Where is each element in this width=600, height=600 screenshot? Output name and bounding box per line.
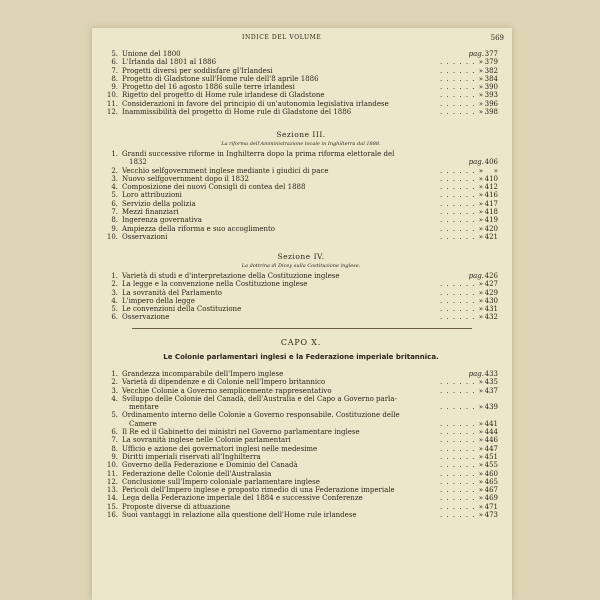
pag-abbrev: pag.	[468, 158, 484, 167]
leader-dots: . . . . . . »	[440, 91, 484, 100]
entry-page: 441	[484, 419, 498, 428]
leader-dots: . . . . . . »	[440, 224, 484, 233]
leader-dots: . . . . . . »	[440, 183, 484, 192]
entry-number: 14.	[106, 494, 118, 503]
toc-entry	[104, 67, 498, 75]
toc-entry	[104, 395, 498, 403]
entry-text: Ingerenza governativa	[122, 216, 202, 225]
entry-page: 427	[484, 280, 498, 289]
entry-number: 11.	[106, 99, 118, 108]
entry-page: 451	[484, 452, 498, 461]
toc-group-2	[104, 150, 498, 241]
entry-text: Camere	[129, 419, 157, 428]
entry-number: 10.	[106, 232, 118, 241]
toc-group-4	[104, 370, 498, 519]
entry-number: 6.	[111, 199, 118, 208]
entry-text: Progetto del 16 agosto 1886 sulle terre irlandesi	[122, 83, 295, 92]
entry-text: Pericoli dell'Impero inglese e proposto rimedio di una Federazione imperiale	[122, 486, 395, 495]
entry-number: 3.	[111, 174, 118, 183]
toc-entry	[104, 470, 498, 478]
entry-page: 418	[484, 208, 498, 217]
toc-entry	[104, 58, 498, 66]
section-subtitle: La dottrina di Dicey sulla Costituzione inglese.	[241, 263, 361, 269]
entry-text: Grandezza incomparabile dell'Impero inglese	[122, 370, 284, 378]
entry-page: 465	[484, 477, 498, 486]
toc-entry	[104, 511, 498, 519]
entry-page: 410	[484, 174, 498, 183]
entry-number: 2.	[111, 166, 118, 175]
entry-text: Grandi successive riforme in Inghilterra dopo la prima riforma elettorale del	[122, 150, 395, 158]
entry-page: 379	[484, 58, 498, 67]
leader-dots: . . . . . . »	[440, 199, 484, 208]
entry-text: Governo della Federazione e Dominio del Canadà	[122, 461, 298, 470]
entry-text: Federazione delle Colonie dell'Australasia	[122, 469, 272, 478]
entry-number: 1.	[111, 370, 118, 378]
entry-page: 433	[484, 370, 498, 378]
toc-entry	[104, 75, 498, 83]
entry-text: Lega della Federazione imperiale del 1884 e successive Conferenze	[122, 494, 363, 503]
entry-number: 8.	[111, 216, 118, 225]
entry-number: 12.	[106, 477, 118, 486]
leader-dots: . . . . . . »	[440, 444, 484, 453]
entry-number: 5.	[111, 191, 118, 200]
toc-entry	[104, 436, 498, 444]
entry-text: Il Re ed il Gabinetto dei ministri nel Governo parlamentare inglese	[122, 428, 360, 437]
entry-number: 5.	[111, 50, 118, 58]
leader-dots: . . . . . . »	[440, 83, 484, 92]
leader-dots: . . . . . . »	[440, 216, 484, 225]
entry-number: 5.	[111, 411, 118, 420]
leader-dots: . . . . . . »	[440, 296, 484, 305]
leader-dots: . . . . . . »	[440, 166, 484, 175]
entry-number: 12.	[106, 108, 118, 117]
toc-entry	[104, 313, 498, 321]
entry-text: La sovranità inglese nelle Colonie parlamentari	[122, 436, 291, 445]
entry-number: 9.	[111, 83, 118, 92]
entry-number: 10.	[106, 461, 118, 470]
leader-dots: . . . . . . »	[440, 452, 484, 461]
entry-page: 406	[484, 158, 498, 167]
entry-text: L'Irlanda dal 1801 al 1886	[122, 58, 217, 67]
entry-page: 416	[484, 191, 498, 200]
entry-number: 7.	[111, 66, 118, 75]
entry-text: La sovranità del Parlamento	[122, 288, 223, 297]
leader-dots: . . . . . . »	[440, 486, 484, 495]
toc-entry	[104, 100, 498, 108]
entry-page: 431	[484, 305, 498, 314]
toc-entry	[104, 445, 498, 453]
leader-dots: . . . . . . »	[440, 208, 484, 217]
entry-page: 396	[484, 99, 498, 108]
chapter-title: CAPO X.	[280, 338, 322, 347]
entry-text: Composizione dei nuovi Consigli di contea del 1888	[122, 183, 306, 192]
running-title: INDICE DEL VOLUME	[242, 34, 322, 41]
entry-page: 420	[484, 224, 498, 233]
section-4-heading	[104, 252, 498, 269]
toc-entry	[104, 175, 498, 183]
running-head	[92, 34, 512, 44]
leader-dots: . . . . . . »	[440, 403, 484, 412]
entry-page: 473	[484, 511, 498, 520]
entry-page: 430	[484, 296, 498, 305]
entry-text: Osservazione	[122, 313, 170, 322]
entry-number: 15.	[106, 502, 118, 511]
section-subtitle: La riforma dell'Amministrazione locale in Inghilterra dal 1888.	[221, 141, 381, 147]
leader-dots: . . . . . . »	[440, 108, 484, 117]
leader-dots: . . . . . . »	[440, 74, 484, 83]
toc-group-3	[104, 272, 498, 322]
toc-entry	[104, 378, 498, 386]
entry-text: Conclusione sull'Impero coloniale parlamentare inglese	[122, 477, 320, 486]
entry-text: Sviluppo delle Colonie del Canadà, dell'Australia e del Capo a Governo parla-	[122, 394, 397, 403]
entry-text: Loro attribuzioni	[122, 191, 182, 200]
toc-entry	[104, 387, 498, 395]
entry-text: Servizio della polizia	[122, 199, 196, 208]
entry-page: »	[493, 166, 498, 175]
leader-dots: . . . . . . »	[440, 436, 484, 445]
entry-text: Suoi vantaggi in relazione alla questione dell'Home rule irlandese	[122, 511, 357, 520]
entry-number: 4.	[111, 296, 118, 305]
leader-dots: . . . . . . »	[440, 174, 484, 183]
entry-number: 4.	[111, 183, 118, 192]
entry-page: 460	[484, 469, 498, 478]
entry-text: 1832	[129, 158, 147, 167]
entry-page: 382	[484, 66, 498, 75]
toc-entry	[104, 503, 498, 511]
entry-number: 6.	[111, 313, 118, 322]
toc-entry	[104, 216, 498, 224]
leader-dots: . . . . . . »	[440, 313, 484, 322]
leader-dots: . . . . . . »	[440, 280, 484, 289]
entry-number: 3.	[111, 386, 118, 395]
entry-text: Unione del 1800	[122, 50, 181, 58]
entry-number: 8.	[111, 74, 118, 83]
page-number: 569	[490, 34, 504, 42]
entry-text: Ampiezza della riforma e suo accoglimento	[122, 224, 276, 233]
entry-text: Varietà di dipendenze e di Colonie nell'Impero britannico	[122, 378, 326, 387]
entry-page: 384	[484, 74, 498, 83]
entry-text: Ufficio e azione dei governatori inglesi nelle medesime	[122, 444, 318, 453]
entry-page: 398	[484, 108, 498, 117]
entry-number: 4.	[111, 394, 118, 403]
entry-page: 439	[484, 403, 498, 412]
entry-page: 444	[484, 428, 498, 437]
entry-text: Considerazioni in favore del principio di un'autonomia legislativa irlandese	[122, 99, 389, 108]
entry-text: Rigetto del progetto di Home rule irlandese di Gladstone	[122, 91, 325, 100]
entry-page: 393	[484, 91, 498, 100]
entry-number: 2.	[111, 378, 118, 387]
entry-page: 429	[484, 288, 498, 297]
entry-page: 426	[484, 272, 498, 280]
chapter-subtitle: Le Colonie parlamentari inglesi e la Federazione imperiale britannica.	[163, 353, 439, 361]
entry-number: 16.	[106, 511, 118, 520]
leader-dots: . . . . . . »	[440, 461, 484, 470]
toc-entry	[104, 305, 498, 313]
leader-dots: . . . . . . »	[440, 232, 484, 241]
leader-dots: . . . . . . »	[440, 288, 484, 297]
entry-number: 10.	[106, 91, 118, 100]
entry-text: Nuovo selfgovernment dopo il 1832	[122, 174, 249, 183]
toc-entry	[104, 200, 498, 208]
entry-text: Vecchio selfgovernment inglese mediante i giudici di pace	[122, 166, 329, 175]
toc-entry	[104, 225, 498, 233]
leader-dots: . . . . . . »	[440, 469, 484, 478]
entry-text: Diritti imperiali riservati all'Inghilterra	[122, 452, 261, 461]
divider	[132, 328, 472, 329]
entry-text: mentare	[129, 403, 159, 412]
section-3-heading	[104, 130, 498, 147]
leader-dots: . . . . . . »	[440, 494, 484, 503]
section-title: Sezione IV.	[277, 252, 325, 261]
leader-dots: . . . . . . »	[440, 477, 484, 486]
entry-text: L'impero della legge	[122, 296, 195, 305]
entry-number: 1.	[111, 150, 118, 158]
leader-dots: . . . . . . »	[440, 99, 484, 108]
entry-number: 7.	[111, 436, 118, 445]
toc-entry	[104, 420, 498, 428]
entry-text: Progetti diversi per soddisfare gl'Irlandesi	[122, 66, 273, 75]
book-page	[92, 28, 512, 600]
entry-page: 455	[484, 461, 498, 470]
entry-number: 1.	[111, 272, 118, 280]
entry-page: 469	[484, 494, 498, 503]
toc-entry	[104, 233, 498, 241]
entry-number: 5.	[111, 305, 118, 314]
toc-entry	[104, 478, 498, 486]
entry-page: 419	[484, 216, 498, 225]
toc-entry	[104, 280, 498, 288]
entry-text: Progetto di Gladstone sull'Home rule dell'8 aprile 1886	[122, 74, 319, 83]
entry-page: 412	[484, 183, 498, 192]
toc-entry	[104, 158, 498, 166]
entry-page: 437	[484, 386, 498, 395]
entry-page: 421	[484, 232, 498, 241]
entry-number: 9.	[111, 224, 118, 233]
entry-text: Vecchie Colonie a Governo semplicemente rappresentativo	[122, 386, 332, 395]
entry-number: 11.	[106, 469, 118, 478]
toc-entry	[104, 191, 498, 199]
entry-text: Proposte diverse di attuazione	[122, 502, 231, 511]
entry-number: 6.	[111, 58, 118, 67]
entry-text: Inammissibilità del progetto di Home rule di Gladstone del 1886	[122, 108, 352, 117]
entry-text: Varietà di studi e d'interpretazione della Costituzione inglese	[122, 272, 340, 280]
pag-abbrev: pag.	[468, 272, 484, 280]
leader-dots: . . . . . . »	[440, 428, 484, 437]
entry-number: 7.	[111, 208, 118, 217]
leader-dots: . . . . . . »	[440, 378, 484, 387]
leader-dots: . . . . . . »	[440, 419, 484, 428]
chapter-heading	[104, 338, 498, 361]
toc-entry	[104, 411, 498, 419]
toc-entry	[104, 183, 498, 191]
toc-entry	[104, 167, 498, 175]
entry-number: 8.	[111, 444, 118, 453]
leader-dots: . . . . . . »	[440, 386, 484, 395]
leader-dots: . . . . . . »	[440, 58, 484, 67]
entry-text: La legge e la convenzione nella Costituzione inglese	[122, 280, 308, 289]
leader-dots: . . . . . . »	[440, 305, 484, 314]
toc-entry	[104, 289, 498, 297]
toc-entry	[104, 208, 498, 216]
entry-number: 6.	[111, 428, 118, 437]
entry-number: 3.	[111, 288, 118, 297]
entry-text: Ordinamento interno delle Colonie a Governo responsabile. Costituzione delle	[122, 411, 400, 420]
entry-text: Osservazioni	[122, 232, 168, 241]
leader-dots: . . . . . . »	[440, 502, 484, 511]
entry-text: Mezzi finanziari	[122, 208, 179, 217]
entry-page: 467	[484, 486, 498, 495]
toc-entry	[104, 50, 498, 58]
toc-entry	[104, 297, 498, 305]
entry-page: 377	[484, 50, 498, 58]
toc-entry	[104, 91, 498, 99]
leader-dots: . . . . . . »	[440, 191, 484, 200]
toc-entry	[104, 494, 498, 502]
entry-text: Le convenzioni della Costituzione	[122, 305, 242, 314]
entry-page: 471	[484, 502, 498, 511]
entry-page: 446	[484, 436, 498, 445]
toc-entry	[104, 83, 498, 91]
leader-dots: . . . . . . »	[440, 66, 484, 75]
section-title: Sezione III.	[276, 130, 326, 139]
toc-entry	[104, 461, 498, 469]
toc-entry	[104, 272, 498, 280]
entry-number: 2.	[111, 280, 118, 289]
pag-abbrev: pag.	[468, 50, 484, 58]
entry-page: 417	[484, 199, 498, 208]
entry-number: 13.	[106, 486, 118, 495]
toc-entry	[104, 108, 498, 116]
toc-group-1	[104, 50, 498, 116]
entry-page: 390	[484, 83, 498, 92]
leader-dots: . . . . . . »	[440, 511, 484, 520]
entry-page: 432	[484, 313, 498, 322]
pag-abbrev: pag.	[468, 370, 484, 378]
entry-page: 447	[484, 444, 498, 453]
toc-entry	[104, 486, 498, 494]
entry-number: 9.	[111, 452, 118, 461]
entry-page: 435	[484, 378, 498, 387]
toc-entry	[104, 403, 498, 411]
toc-entry	[104, 150, 498, 158]
